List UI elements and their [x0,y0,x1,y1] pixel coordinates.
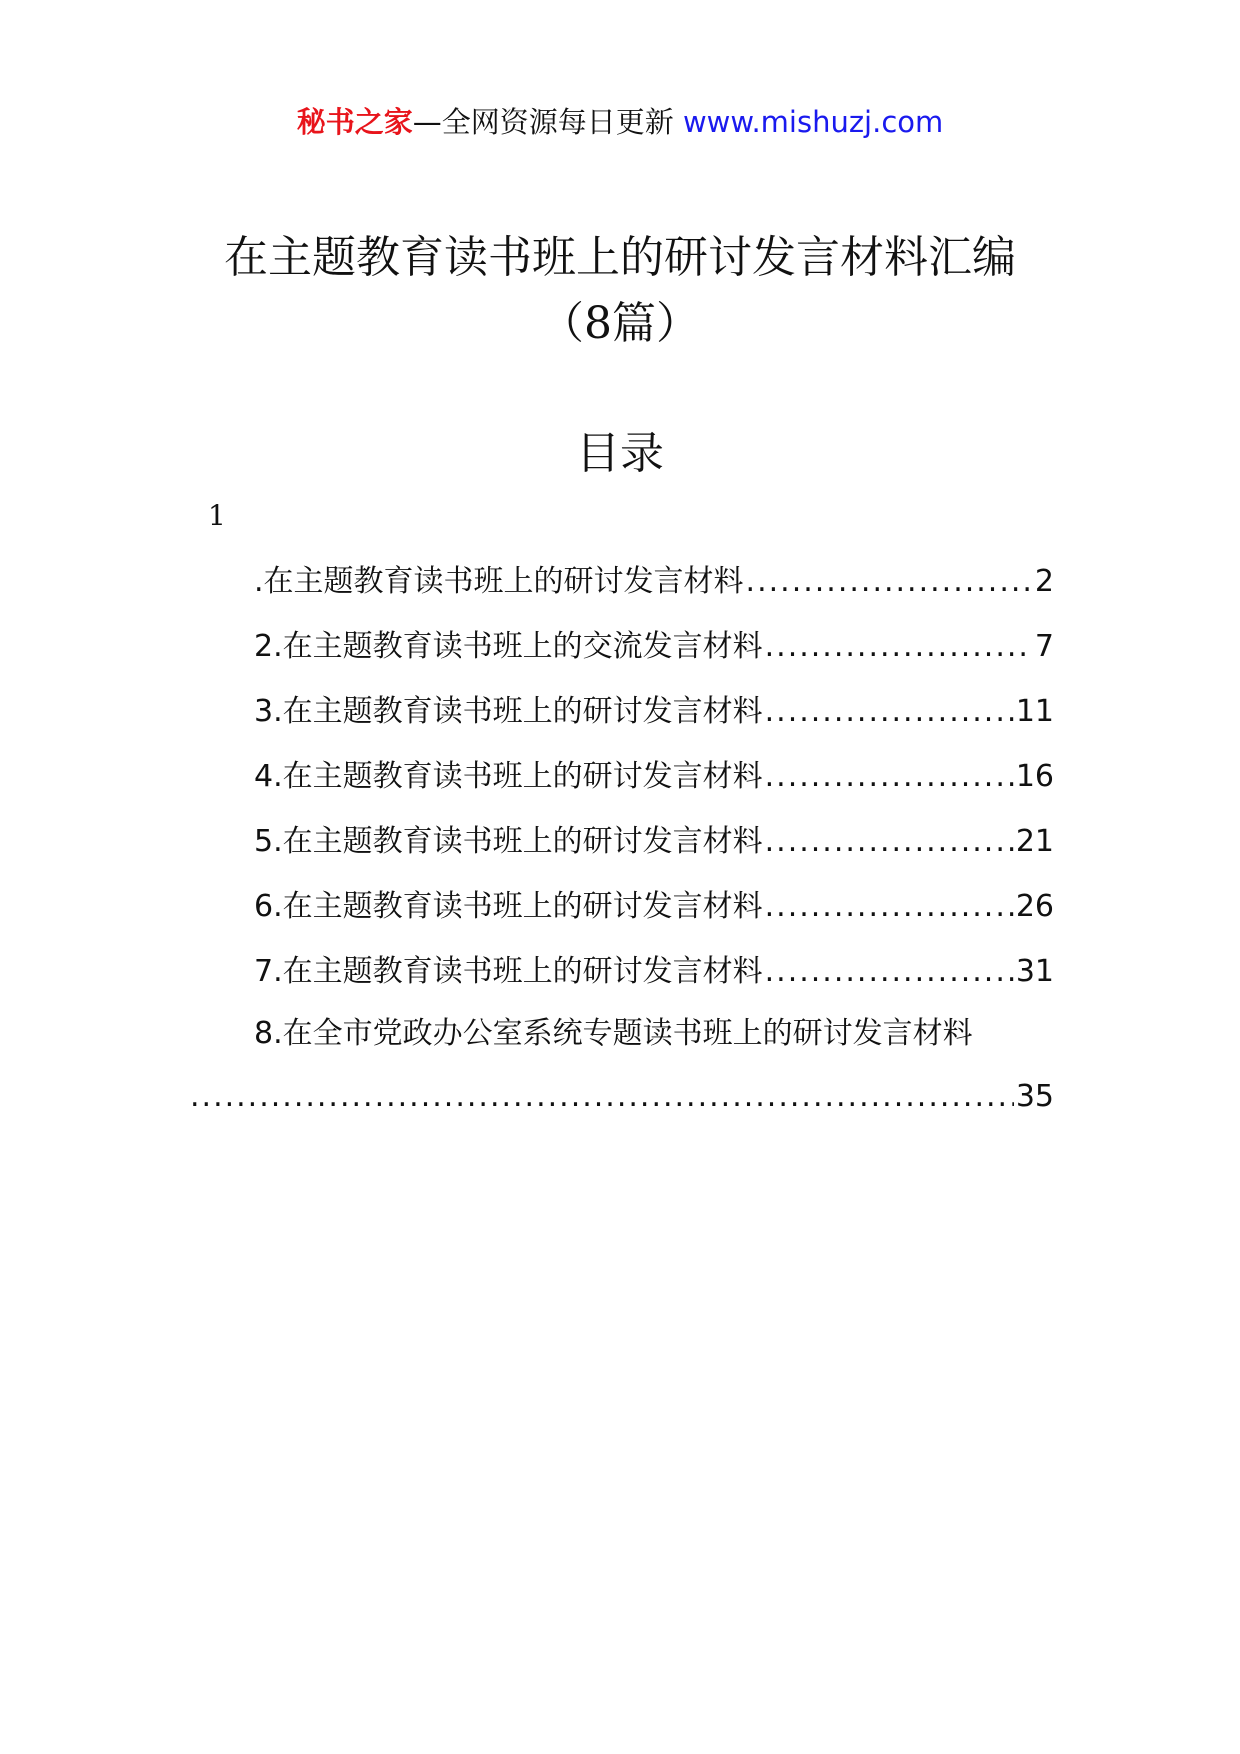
toc-heading: 目录 [576,428,664,479]
toc-item-page: 26 [1015,889,1054,924]
toc-item-8-label[interactable]: 8.在全市党政办公室系统专题读书班上的研讨发言材料 [254,1016,973,1051]
toc-item-page: 2 [1034,564,1054,599]
toc-item-8-leader-line[interactable] [190,1075,1054,1119]
document-title: 在主题教育读书班上的研讨发言材料汇编 [224,232,1016,283]
toc-item-page: 11 [1015,694,1054,729]
toc-item-label: 6.在主题教育读书班上的研讨发言材料 [254,889,763,924]
toc-item-4[interactable] [254,755,1054,820]
header-banner [0,102,1240,142]
toc-item-2[interactable] [254,625,1054,690]
toc-item-label: 5.在主题教育读书班上的研讨发言材料 [254,824,763,859]
dot-leader [765,690,1014,734]
toc-item-page: 7 [1034,629,1054,664]
toc-item-5[interactable] [254,820,1054,885]
dot-leader [190,1075,1014,1119]
subtitle-close-paren: ） [656,298,700,349]
toc-item-label: 3.在主题教育读书班上的研讨发言材料 [254,694,763,729]
toc-item-page: 16 [1015,759,1054,794]
dot-leader [765,820,1014,864]
dot-leader [765,885,1014,929]
header-tagline: —全网资源每日更新 [412,105,674,139]
dot-leader [746,560,1033,604]
toc-item-label: .在主题教育读书班上的研讨发言材料 [254,564,744,599]
toc-item-page: 35 [1015,1079,1054,1114]
dot-leader [765,625,1033,669]
toc-item-7[interactable] [254,950,1054,1015]
list-number-1: 1 [208,499,226,532]
toc-item-page: 31 [1015,954,1054,989]
table-of-contents [254,560,1054,1015]
subtitle-count: 8 [584,298,612,349]
toc-item-label: 2.在主题教育读书班上的交流发言材料 [254,629,763,664]
toc-item-6[interactable] [254,885,1054,950]
subtitle-open-paren: （ [540,298,584,349]
site-link[interactable]: www.mishuzj.com [682,105,944,139]
toc-item-label: 7.在主题教育读书班上的研讨发言材料 [254,954,763,989]
dot-leader [765,755,1014,799]
toc-item-label: 4.在主题教育读书班上的研讨发言材料 [254,759,763,794]
toc-item-page: 21 [1015,824,1054,859]
toc-item-1[interactable] [254,560,1054,625]
subtitle-unit: 篇 [612,298,656,349]
brand-name: 秘书之家 [296,105,413,139]
toc-item-3[interactable] [254,690,1054,755]
dot-leader [765,950,1014,994]
document-subtitle [0,294,1240,354]
